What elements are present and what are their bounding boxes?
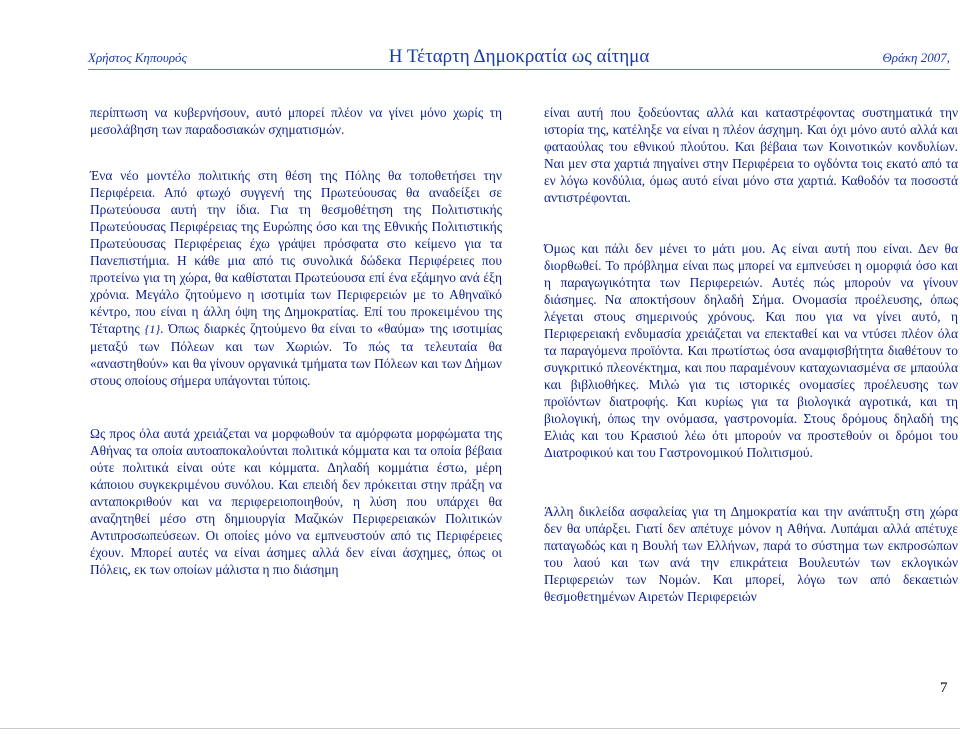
header-author: Χρήστος Κηπουρός bbox=[88, 50, 187, 65]
header-title: Η Τέταρτη Δημοκρατία ως αίτημα bbox=[388, 46, 650, 67]
page-number: 7 bbox=[940, 680, 948, 696]
right-paragraph-1: είναι αυτή που ξοδεύοντας αλλά και καταστρέφοντας συστηματικά την ιστορία της, κατέληξε να είναι η πλέον άσχημη. Και όχι μόνο αυτό αλλά και φαταούλας του εθνικού πλούτου. Και βέβαια των Κοινοτικών κονδυλίων. Ναι μεν στα χαρτιά πηγαίνει στην Περιφέρεια το ογδόντα τοις εκατό από τα εν λόγω κονδύλια, όμως αυτό είναι μόνο στα χαρτιά. Καθοδόν τα ποσοστά αντιστρέφονται. bbox=[544, 105, 958, 205]
header-divider bbox=[88, 69, 950, 70]
left-paragraph-2 bbox=[90, 167, 502, 389]
footnote-reference[interactable]: {1} bbox=[144, 322, 161, 336]
bottom-divider bbox=[0, 728, 960, 729]
paragraph-spacer bbox=[544, 206, 958, 240]
page-header bbox=[88, 46, 950, 68]
paragraph-spacer bbox=[90, 138, 502, 167]
paragraph-spacer bbox=[544, 461, 958, 503]
paragraph-spacer bbox=[90, 389, 502, 425]
right-column bbox=[544, 104, 958, 605]
left-paragraph-3: Ως προς όλα αυτά χρειάζεται να μορφωθούν τα αμόρφωτα μορφώματα της Αθήνας τα οποία αυτοαποκαλούνται πολιτικά κόμματα και τα οποία βέβαια ούτε πολιτικά είναι ούτε και κόμματα. Δηλαδή κομμάτια έστω, μέρη κάποιου συγκεκριμένου συνόλου. Και επειδή δεν πρόκειται στην πράξη να ανταποκριθούν και να περιφερειοποιηθούν, η λύση που υπάρχει θα αναζητηθεί μέσο στη δημιουργία Μαζικών Περιφερειακών Πολιτικών Αντιπροσωπεύσεων. Οι οποίες μόνο να εμπνευστούν από τις Περιφέρειες έχουν. Μπορεί αυτές να είναι άσημες αλλά δεν είναι άσχημες, όπως οι Πόλεις, εκ των οποίων μάλιστα η πιο διάσημη bbox=[90, 426, 502, 577]
left-paragraph-2-text-b: . Όπως διαρκές ζητούμενο θα είναι το «θαύμα» της ισοτιμίας μεταξύ των Πόλεων και των Χωριών. Το πώς τα τελευταία θα «αναστηθούν» και θα γίνουν οργανικά τμήματα των Πόλεων και των Δήμων στους οποίους σήμερα υπάγονται τύποις. bbox=[90, 321, 502, 388]
header-place-year: Θράκη 2007, bbox=[882, 50, 950, 65]
left-column bbox=[90, 104, 502, 578]
left-paragraph-1: περίπτωση να κυβερνήσουν, αυτό μπορεί πλέον να γίνει μόνο χωρίς τη μεσολάβηση των παραδοσιακών σχηματισμών. bbox=[90, 105, 502, 137]
left-paragraph-2-text-a: Ένα νέο μοντέλο πολιτικής στη θέση της Πόλης θα τοποθετήσει την Περιφέρεια. Από φτωχό συγγενή της Πρωτεύουσας θα αναδείξει σε Πρωτεύουσα αυτή την ίδια. Για τη θεσμοθέτηση της Πολιτιστικής Πρωτεύουσας Περιφέρειας της Ευρώπης όσο και της Εθνικής Πολιτιστικής Πρωτεύουσας Περιφέρειας έχω γράψει πρόσφατα στο κείμενο για τα Πανεπιστήμια. Η κάθε μια από τις συνολικά δώδεκα Περιφέρειες που προτείνω για τη χώρα, θα καθίσταται Πρωτεύουσα επί ένα εξάμηνο ανά έξη χρόνια. Μεγάλο ζητούμενο η ισοτιμία των Περιφερειών με το Αθηναϊκό κέντρο, που είναι η άλλη όψη της Δημοκρατίας. Επί του προκειμένου της Τέταρτης bbox=[90, 168, 502, 336]
right-paragraph-2: Όμως και πάλι δεν μένει το μάτι μου. Ας είναι αυτή που είναι. Δεν θα διορθωθεί. Το πρόβλημα είναι πως μπορεί να εμπνεύσει η ομορφιά όσο και η παραγωγικότητα των Περιφερειών. Αυτές πώς μπορούν να γίνουν διάσημες. Να αποκτήσουν δηλαδή Σήμα. Ονομασία προέλευσης, όπως λέγεται στους σημερινούς χρόνους. Και που για να γίνει αυτό, η Περιφερειακή ενδυμασία χρειάζεται να επεκταθεί και να ντύσει πλέον όλα τα παραγόμενα προϊόντα. Και πρωτίστως όσα αναμφισβήτητα διαθέτουν το συγκριτικό πλεονέκτημα, και που παραμένουν καταχωνιασμένα σε μπαούλα και βιβλιοθήκες. Μιλώ για τις ιστορικές ονομασίες προέλευσης των προϊόντων διατροφής. Και κυρίως για τα βιολογικά αγροτικά, και τη βιολογική, όπως την ονόμασα, γαστρονομία. Στους δρόμους δηλαδή της Ελιάς και του Κρασιού λέω ότι μπορούν να προστεθούν οι δρόμοι του Διατροφικού και του Γαστρονομικού Πολιτισμού. bbox=[544, 241, 958, 460]
right-paragraph-3: Άλλη δικλείδα ασφαλείας για τη Δημοκρατία και την ανάπτυξη στη χώρα δεν θα υπάρξει. Γιατί δεν απέτυχε μόνον η Αθήνα. Λυπάμαι αλλά απέτυχε παταγωδώς και η Βουλή των Ελλήνων, παρά το σύστημα των εκπροσώπων του λαού και των ανά την επικράτεια Βουλευτών των εκλογικών Περιφερειών των Νομών. Και μπορεί, λόγω των από δεκαετιών θεσμοθετημένων Αιρετών Περιφερειών bbox=[544, 504, 958, 604]
